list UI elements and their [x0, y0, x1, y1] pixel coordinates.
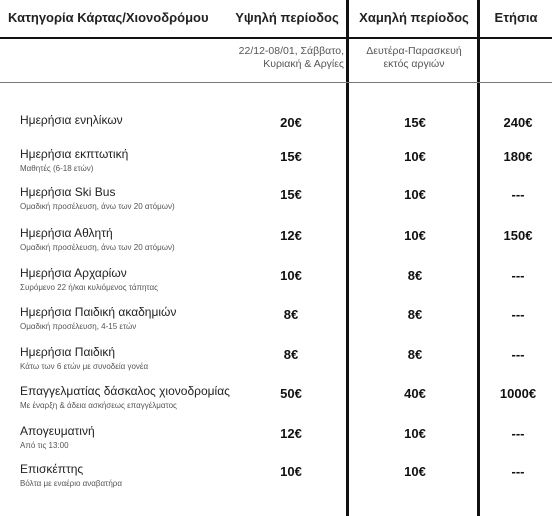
row-note: Ομαδική προσέλευση, άνω των 20 ατόμων) [20, 202, 175, 211]
header-low-season: Χαμηλή περίοδος [359, 10, 469, 25]
row-name: Ημερήσια εκπτωτική [20, 147, 129, 161]
price-annual: --- [511, 426, 525, 441]
row-name: Απογευματινή [20, 424, 95, 438]
price-annual: --- [511, 347, 525, 362]
row-name: Επαγγελματίας δάσκαλος χιονοδρομίας [20, 384, 230, 398]
price-high-season: 15€ [280, 187, 302, 202]
table-row [0, 462, 552, 500]
price-low-season: 10€ [404, 228, 426, 243]
header-category: Κατηγορία Κάρτας/Χιονοδρόμου [8, 10, 209, 25]
table-row [0, 305, 552, 343]
price-low-season: 8€ [407, 347, 423, 362]
price-annual: --- [511, 307, 525, 322]
price-annual: --- [511, 268, 525, 283]
price-low-season: 10€ [404, 149, 426, 164]
price-high-season: 10€ [280, 268, 302, 283]
price-low-season: 15€ [404, 115, 426, 130]
row-name: Ημερήσια Αθλητή [20, 226, 113, 240]
price-high-season: 50€ [280, 386, 302, 401]
price-high-season: 12€ [280, 228, 302, 243]
row-note: Από τις 13:00 [20, 441, 69, 450]
price-high-season: 8€ [283, 347, 299, 362]
price-low-season: 10€ [404, 426, 426, 441]
price-high-season: 8€ [283, 307, 299, 322]
high-season-dates [224, 45, 344, 71]
price-low-season: 8€ [407, 307, 423, 322]
high-season-dates-line1: 22/12-08/01, Σάββατο, [238, 45, 344, 57]
price-high-season: 10€ [280, 464, 302, 479]
price-annual: --- [511, 464, 525, 479]
subheader-divider [0, 82, 552, 83]
row-note: Ομαδική προσέλευση, άνω των 20 ατόμων) [20, 243, 175, 252]
row-note: Συρόμενο 22 ή/και κυλιόμενος τάπητας [20, 283, 158, 292]
table-row [0, 185, 552, 223]
price-high-season: 20€ [280, 115, 302, 130]
table-row [0, 345, 552, 383]
price-low-season: 8€ [407, 268, 423, 283]
table-row [0, 147, 552, 185]
price-low-season: 40€ [404, 386, 426, 401]
table-row [0, 384, 552, 422]
row-note: Ομαδική προσέλευση, 4-15 ετών [20, 322, 137, 331]
high-season-dates-line2: Κυριακή & Αργίες [263, 58, 344, 70]
table-row [0, 113, 552, 151]
header-divider [0, 37, 552, 39]
row-name: Ημερήσια Παιδική ακαδημιών [20, 305, 177, 319]
low-season-dates-line2: εκτός αργιών [383, 58, 445, 70]
row-note: Μαθητές (6-18 ετών) [20, 164, 94, 173]
row-name: Ημερήσια Παιδική [20, 345, 116, 359]
price-low-season: 10€ [404, 187, 426, 202]
low-season-dates-line1: Δευτέρα-Παρασκευή [366, 45, 462, 57]
row-name: Επισκέπτης [20, 462, 84, 476]
price-annual: 240€ [503, 115, 533, 130]
table-row [0, 226, 552, 264]
row-note: Με έναρξη & άδεια ασκήσεως επαγγέλματος [20, 401, 177, 410]
low-season-dates [352, 45, 476, 71]
price-annual: 180€ [503, 149, 533, 164]
price-annual: --- [511, 187, 525, 202]
table-row [0, 266, 552, 304]
price-high-season: 12€ [280, 426, 302, 441]
header-annual: Ετήσια [494, 10, 538, 25]
row-name: Ημερήσια ενηλίκων [20, 113, 123, 127]
price-high-season: 15€ [280, 149, 302, 164]
price-annual: 1000€ [499, 386, 537, 401]
table-row [0, 424, 552, 462]
row-note: Βόλτα με εναέριο αναβατήρα [20, 479, 122, 488]
price-low-season: 10€ [404, 464, 426, 479]
row-note: Κάτω των 6 ετών με συνοδεία γονέα [20, 362, 149, 371]
row-name: Ημερήσια Ski Bus [20, 185, 116, 199]
row-name: Ημερήσια Αρχαρίων [20, 266, 127, 280]
header-high-season: Υψηλή περίοδος [235, 10, 339, 25]
price-annual: 150€ [503, 228, 533, 243]
